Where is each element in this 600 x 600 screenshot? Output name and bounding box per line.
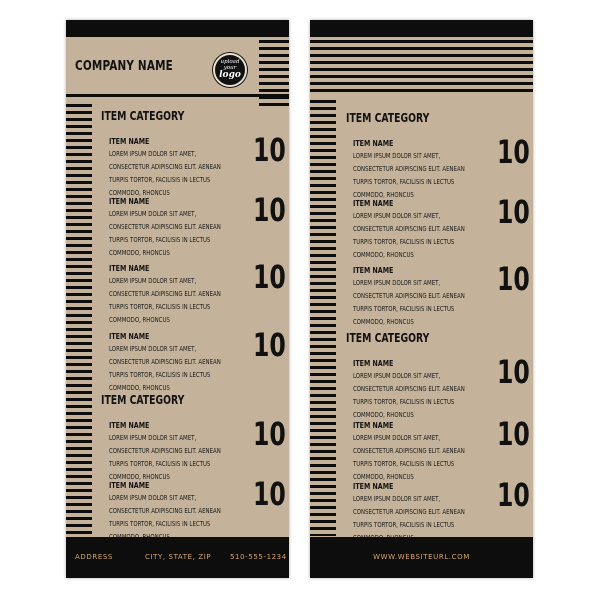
item-description: LOREM IPSUM DOLOR SIT AMET, CONSECTETUR ADIPISCING ELIT. AENEAN TURPIS TORTOR, FACILISIS IN LECTUS COMMODO, RHONCUS	[353, 152, 465, 199]
item-description: LOREM IPSUM DOLOR SIT AMET, CONSECTETUR ADIPISCING ELIT. AENEAN TURPIS TORTOR, FACILISIS IN LECTUS COMMODO, RHONCUS	[109, 345, 221, 392]
logo-placeholder[interactable]	[213, 53, 247, 87]
menu-item	[109, 191, 289, 257]
footer-website: WWW.WEBSITEURL.COM	[373, 553, 470, 561]
item-description: LOREM IPSUM DOLOR SIT AMET, CONSECTETUR ADIPISCING ELIT. AENEAN TURPIS TORTOR, FACILISIS IN LECTUS COMMODO, RHONCUS	[109, 277, 221, 324]
menu-card-front	[66, 20, 289, 578]
item-name: ITEM NAME	[353, 421, 394, 430]
item-price: 10	[497, 415, 530, 453]
item-description: LOREM IPSUM DOLOR SIT AMET, CONSECTETUR ADIPISCING ELIT. AENEAN TURPIS TORTOR, FACILISIS IN LECTUS COMMODO, RHONCUS	[109, 210, 221, 257]
item-name: ITEM NAME	[353, 266, 394, 275]
item-name: ITEM NAME	[353, 139, 394, 148]
item-price: 10	[253, 258, 286, 296]
item-name: ITEM NAME	[109, 264, 150, 273]
item-price: 10	[497, 476, 530, 514]
item-name: ITEM NAME	[109, 421, 150, 430]
footer-phone: 510-555-1234	[230, 553, 287, 561]
item-description: LOREM IPSUM DOLOR SIT AMET, CONSECTETUR ADIPISCING ELIT. AENEAN TURPIS TORTOR, FACILISIS IN LECTUS COMMODO, RHONCUS	[353, 434, 465, 481]
footer-address: ADDRESS	[75, 553, 113, 561]
divider-line	[66, 94, 289, 97]
category-heading: ITEM CATEGORY	[346, 111, 430, 125]
footer-bar	[310, 537, 533, 578]
item-description: LOREM IPSUM DOLOR SIT AMET, CONSECTETUR ADIPISCING ELIT. AENEAN TURPIS TORTOR, FACILISIS IN LECTUS COMMODO, RHONCUS	[109, 434, 221, 481]
item-name: ITEM NAME	[109, 137, 150, 146]
menu-item	[109, 131, 289, 197]
top-bar	[66, 20, 289, 37]
item-price: 10	[497, 133, 530, 171]
item-price: 10	[253, 191, 286, 229]
menu-item	[109, 415, 289, 481]
item-name: ITEM NAME	[353, 359, 394, 368]
item-price: 10	[497, 353, 530, 391]
item-name: ITEM NAME	[353, 199, 394, 208]
item-price: 10	[253, 415, 286, 453]
decorative-stripes-left	[310, 100, 336, 536]
menu-item	[353, 353, 533, 419]
logo-text-logo: logo	[219, 70, 241, 80]
item-price: 10	[253, 475, 286, 513]
decorative-stripes-top-right	[259, 40, 289, 110]
item-description: LOREM IPSUM DOLOR SIT AMET, CONSECTETUR ADIPISCING ELIT. AENEAN TURPIS TORTOR, FACILISIS IN LECTUS COMMODO, RHONCUS	[353, 212, 465, 259]
menu-item	[353, 193, 533, 259]
menu-item	[353, 415, 533, 481]
company-name: COMPANY NAME	[75, 58, 173, 74]
footer-city: CITY, STATE, ZIP	[145, 553, 212, 561]
category-heading: ITEM CATEGORY	[101, 109, 185, 123]
menu-item	[109, 258, 289, 324]
decorative-stripes-top	[310, 40, 533, 96]
menu-item	[353, 133, 533, 199]
logo-text-your: your	[223, 65, 237, 71]
item-name: ITEM NAME	[353, 482, 394, 491]
top-bar	[310, 20, 533, 37]
category-heading: ITEM CATEGORY	[101, 393, 185, 407]
menu-item	[353, 260, 533, 326]
item-price: 10	[497, 193, 530, 231]
item-description: LOREM IPSUM DOLOR SIT AMET, CONSECTETUR ADIPISCING ELIT. AENEAN TURPIS TORTOR, FACILISIS IN LECTUS	[109, 494, 221, 528]
item-name: ITEM NAME	[109, 481, 150, 490]
menu-card-back	[310, 20, 533, 578]
item-description: LOREM IPSUM DOLOR SIT AMET, CONSECTETUR ADIPISCING ELIT. AENEAN TURPIS TORTOR, FACILISIS IN LECTUS	[353, 495, 465, 529]
menu-item	[109, 475, 289, 535]
menu-item	[109, 326, 289, 392]
category-heading: ITEM CATEGORY	[346, 331, 430, 345]
item-price: 10	[497, 260, 530, 298]
item-description: LOREM IPSUM DOLOR SIT AMET, CONSECTETUR ADIPISCING ELIT. AENEAN TURPIS TORTOR, FACILISIS IN LECTUS COMMODO, RHONCUS	[353, 279, 465, 326]
decorative-stripes-left	[66, 104, 92, 536]
item-name: ITEM NAME	[109, 332, 150, 341]
item-price: 10	[253, 131, 286, 169]
footer-bar	[66, 537, 289, 578]
item-name: ITEM NAME	[109, 197, 150, 206]
item-description: LOREM IPSUM DOLOR SIT AMET, CONSECTETUR ADIPISCING ELIT. AENEAN TURPIS TORTOR, FACILISIS IN LECTUS COMMODO, RHONCUS	[353, 372, 465, 419]
item-price: 10	[253, 326, 286, 364]
logo-text-upload: upload	[220, 59, 240, 65]
menu-item	[353, 476, 533, 536]
item-description: LOREM IPSUM DOLOR SIT AMET, CONSECTETUR ADIPISCING ELIT. AENEAN TURPIS TORTOR, FACILISIS IN LECTUS COMMODO, RHONCUS	[109, 150, 221, 197]
